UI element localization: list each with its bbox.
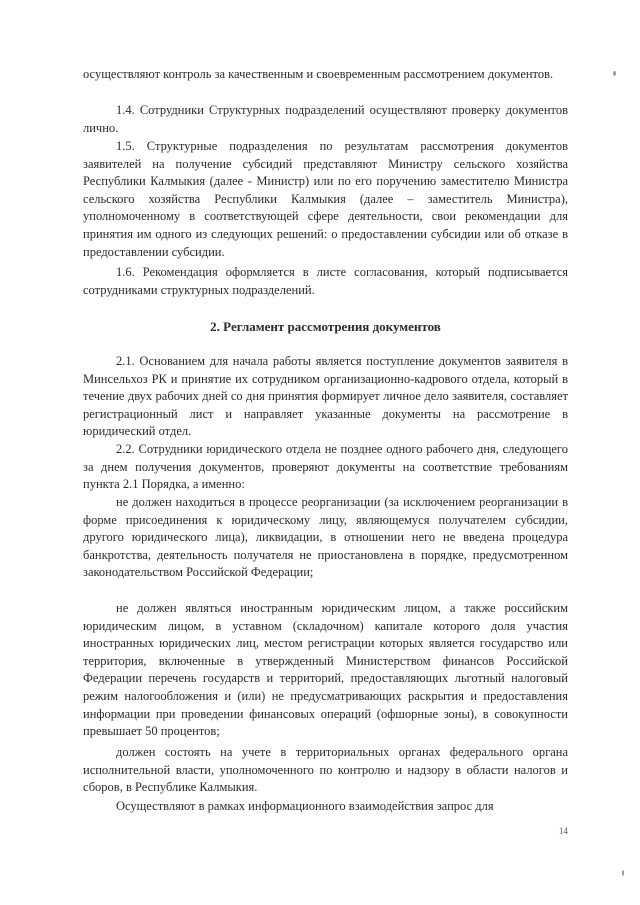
requirement-foreign-entity: не должен являться иностранным юридическим лицом, а также российским юридическим лицом, в уставном (складочном) капитале которого доля участия иностранных юридических лиц, местом регистрации которых является государство или территория, включенные в утвержденный Министерством финансов Российской Федерации перечень государств и территорий, предоставляющих льготный налоговый режим налогообложения и (или) не предусматривающих раскрытия и предоставления информации при проведении финансовых операций (офшорные зоны), в совокупности превышает 50 процентов; (83, 601, 568, 739)
paragraph-1-6: 1.6. Рекомендация оформляется в листе согласования, который подписывается сотрудниками структурных подразделений. (83, 265, 568, 297)
paragraph-1-4: 1.4. Сотрудники Структурных подразделений осуществляют проверку документов лично. (83, 103, 568, 135)
scan-speck (622, 870, 624, 876)
section-heading: 2. Регламент рассмотрения документов (210, 319, 441, 334)
paragraph-intro: осуществляют контроль за качественным и своевременным рассмотрением документов. (83, 67, 554, 81)
page-number: 14 (559, 826, 568, 836)
paragraph-1-5: 1.5. Структурные подразделения по результатам рассмотрения документов заявителей на получение субсидий представляют Министру сельского хозяйства Республики Калмыкия (далее - Министр) или по его поручению заместителю Министра сельского хозяйства Республики Калмыкия (далее – заместитель Министра), уполномоченному в соответствующей сфере деятельности, свои рекомендации для принятия им одного из следующих решений: о предоставлении субсидии или об отказе в предоставлении субсидии. (83, 139, 568, 259)
scan-speck (613, 71, 616, 76)
requirement-tax-registration: должен состоять на учете в территориальных органах федерального органа исполнительной власти, уполномоченного по контролю и надзору в области налогов и сборов, в Республике Калмыкия. (83, 745, 568, 795)
paragraph-request: Осуществляют в рамках информационного взаимодействия запрос для (116, 799, 494, 813)
requirement-reorganization: не должен находиться в процессе реорганизации (за исключением реорганизации в форме присоединения к юридическому лицу, являющемуся получателем субсидии, другого юридического лица), ликвидации, в отношении него не введена процедура банкротства, деятельность получателя не приостановлена в порядке, предусмотренном законодательством Российской Федерации; (83, 495, 568, 580)
paragraph-2-1: 2.1. Основанием для начала работы является поступление документов заявителя в Минсельхоз РК и принятие их сотрудником организационно-кадрового отдела, который в течение двух рабочих дней со дня принятия формирует личное дело заявителя, составляет регистрационный лист и направляет указанные документы на рассмотрение в юридический отдел. (83, 354, 568, 439)
paragraph-2-2: 2.2. Сотрудники юридического отдела не позднее одного рабочего дня, следующего за днем получения документов, проверяют документы на соответствие требованиям пункта 2.1 Порядка, а именно: (83, 442, 568, 492)
